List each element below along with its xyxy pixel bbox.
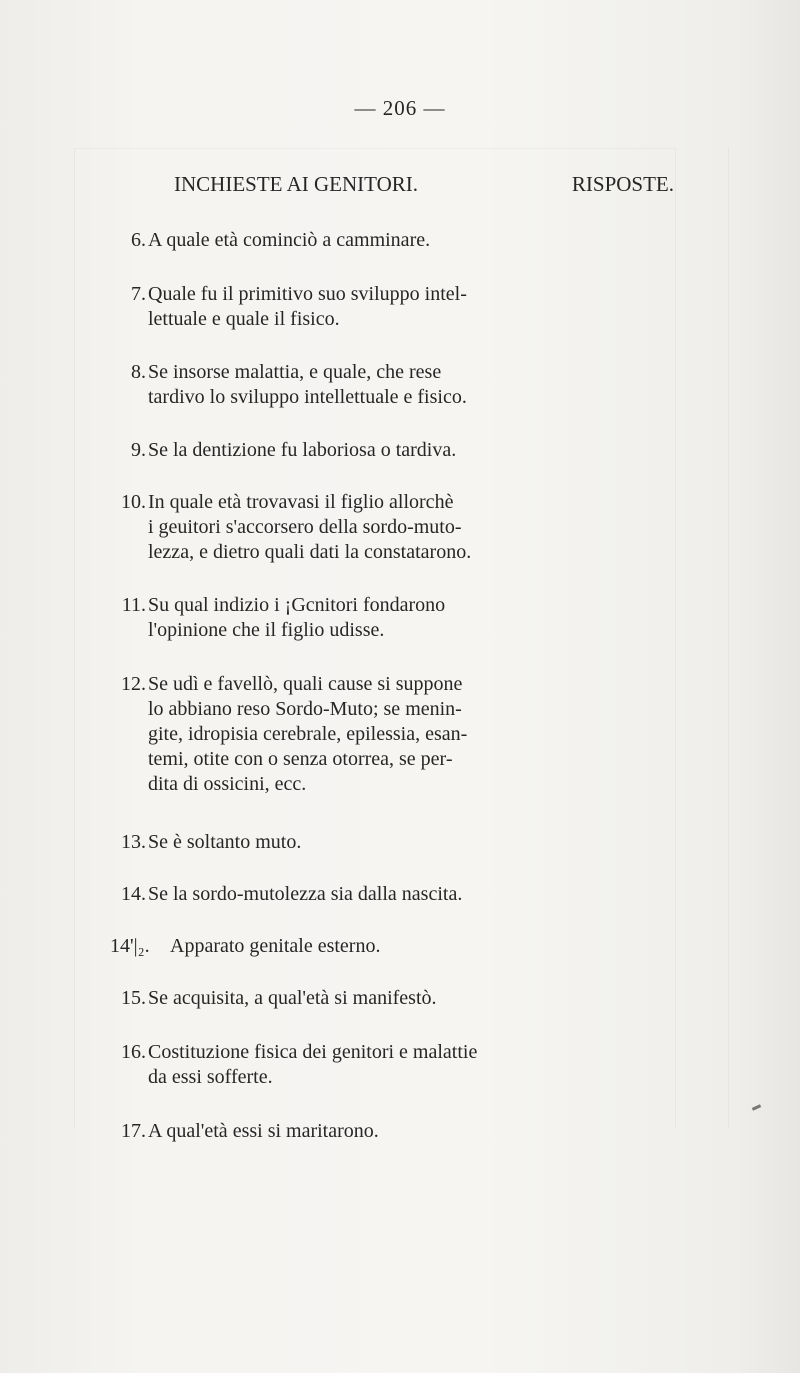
item-line: Se udì e favellò, quali cause si suppone	[148, 673, 463, 695]
item-number: 7.	[131, 283, 146, 305]
header-questions: INCHIESTE AI GENITORI.	[174, 172, 419, 196]
item-line: In quale età trovavasi il figlio allorchè	[148, 491, 454, 513]
item-line: Se acquisita, a qual'età si manifestò.	[148, 987, 437, 1009]
item-line: temi, otite con o senza otorrea, se per-	[148, 748, 453, 770]
item-text	[148, 593, 538, 643]
item-text	[148, 986, 538, 1011]
item-line: lettuale e quale il fisico.	[148, 308, 340, 330]
bleed-through-rule	[728, 148, 729, 1128]
item-number: 9.	[131, 439, 146, 461]
item-text	[148, 882, 538, 907]
item-text	[148, 228, 538, 253]
item-line: lezza, e dietro quali dati la constatarono.	[148, 541, 472, 563]
item-text	[148, 672, 538, 797]
item-number: 13.	[121, 831, 146, 853]
item-line: gite, idropisia cerebrale, epilessia, esan-	[148, 723, 468, 745]
item-text	[148, 282, 538, 332]
header-answers: RISPOSTE.	[571, 172, 674, 196]
item-number: 15.	[121, 987, 146, 1009]
column-header	[174, 172, 674, 202]
item-number: 11.	[121, 594, 146, 616]
item-number: 6.	[131, 229, 146, 251]
item-line: Costituzione fisica dei genitori e malattie	[148, 1041, 478, 1063]
item-line: i geuitori s'accorsero della sordo-muto-	[148, 516, 462, 538]
margin-mark	[752, 1104, 761, 1111]
item-line: Se la sordo-mutolezza sia dalla nascita.	[148, 883, 463, 905]
item-line: Apparato genitale esterno.	[170, 935, 381, 957]
item-number: 17.	[121, 1120, 146, 1142]
item-line: Se insorse malattia, e quale, che rese	[148, 361, 442, 383]
item-line: Se è soltanto muto.	[148, 831, 302, 853]
item-line: da essi sofferte.	[148, 1066, 273, 1088]
item-number: 14.	[121, 883, 146, 905]
item-text	[148, 490, 538, 565]
item-number: 16.	[121, 1041, 146, 1063]
item-number: 10.	[121, 491, 146, 513]
item-text	[148, 1040, 538, 1090]
item-number: 12.	[121, 673, 146, 695]
item-line: Su qual indizio i ¡Gcnitori fondarono	[148, 594, 446, 616]
item-text	[148, 438, 538, 463]
item-line: tardivo lo sviluppo intellettuale e fisico.	[148, 386, 467, 408]
item-line: l'opinione che il figlio udisse.	[148, 619, 385, 641]
item-text	[170, 934, 560, 959]
item-text	[148, 830, 538, 855]
item-line: A qual'età essi si maritarono.	[148, 1120, 379, 1142]
item-line: Se la dentizione fu laboriosa o tardiva.	[148, 439, 457, 461]
item-line: dita di ossicini, ecc.	[148, 773, 307, 795]
item-number: 14'|₂.	[110, 935, 150, 957]
item-number: 8.	[131, 361, 146, 383]
page-number: — 206 —	[354, 96, 446, 120]
item-line: lo abbiano reso Sordo-Muto; se menin-	[148, 698, 462, 720]
item-text	[148, 1119, 538, 1144]
item-line: Quale fu il primitivo suo sviluppo intel-	[148, 283, 467, 305]
item-line: A quale età cominciò a camminare.	[148, 229, 431, 251]
item-text	[148, 360, 538, 410]
